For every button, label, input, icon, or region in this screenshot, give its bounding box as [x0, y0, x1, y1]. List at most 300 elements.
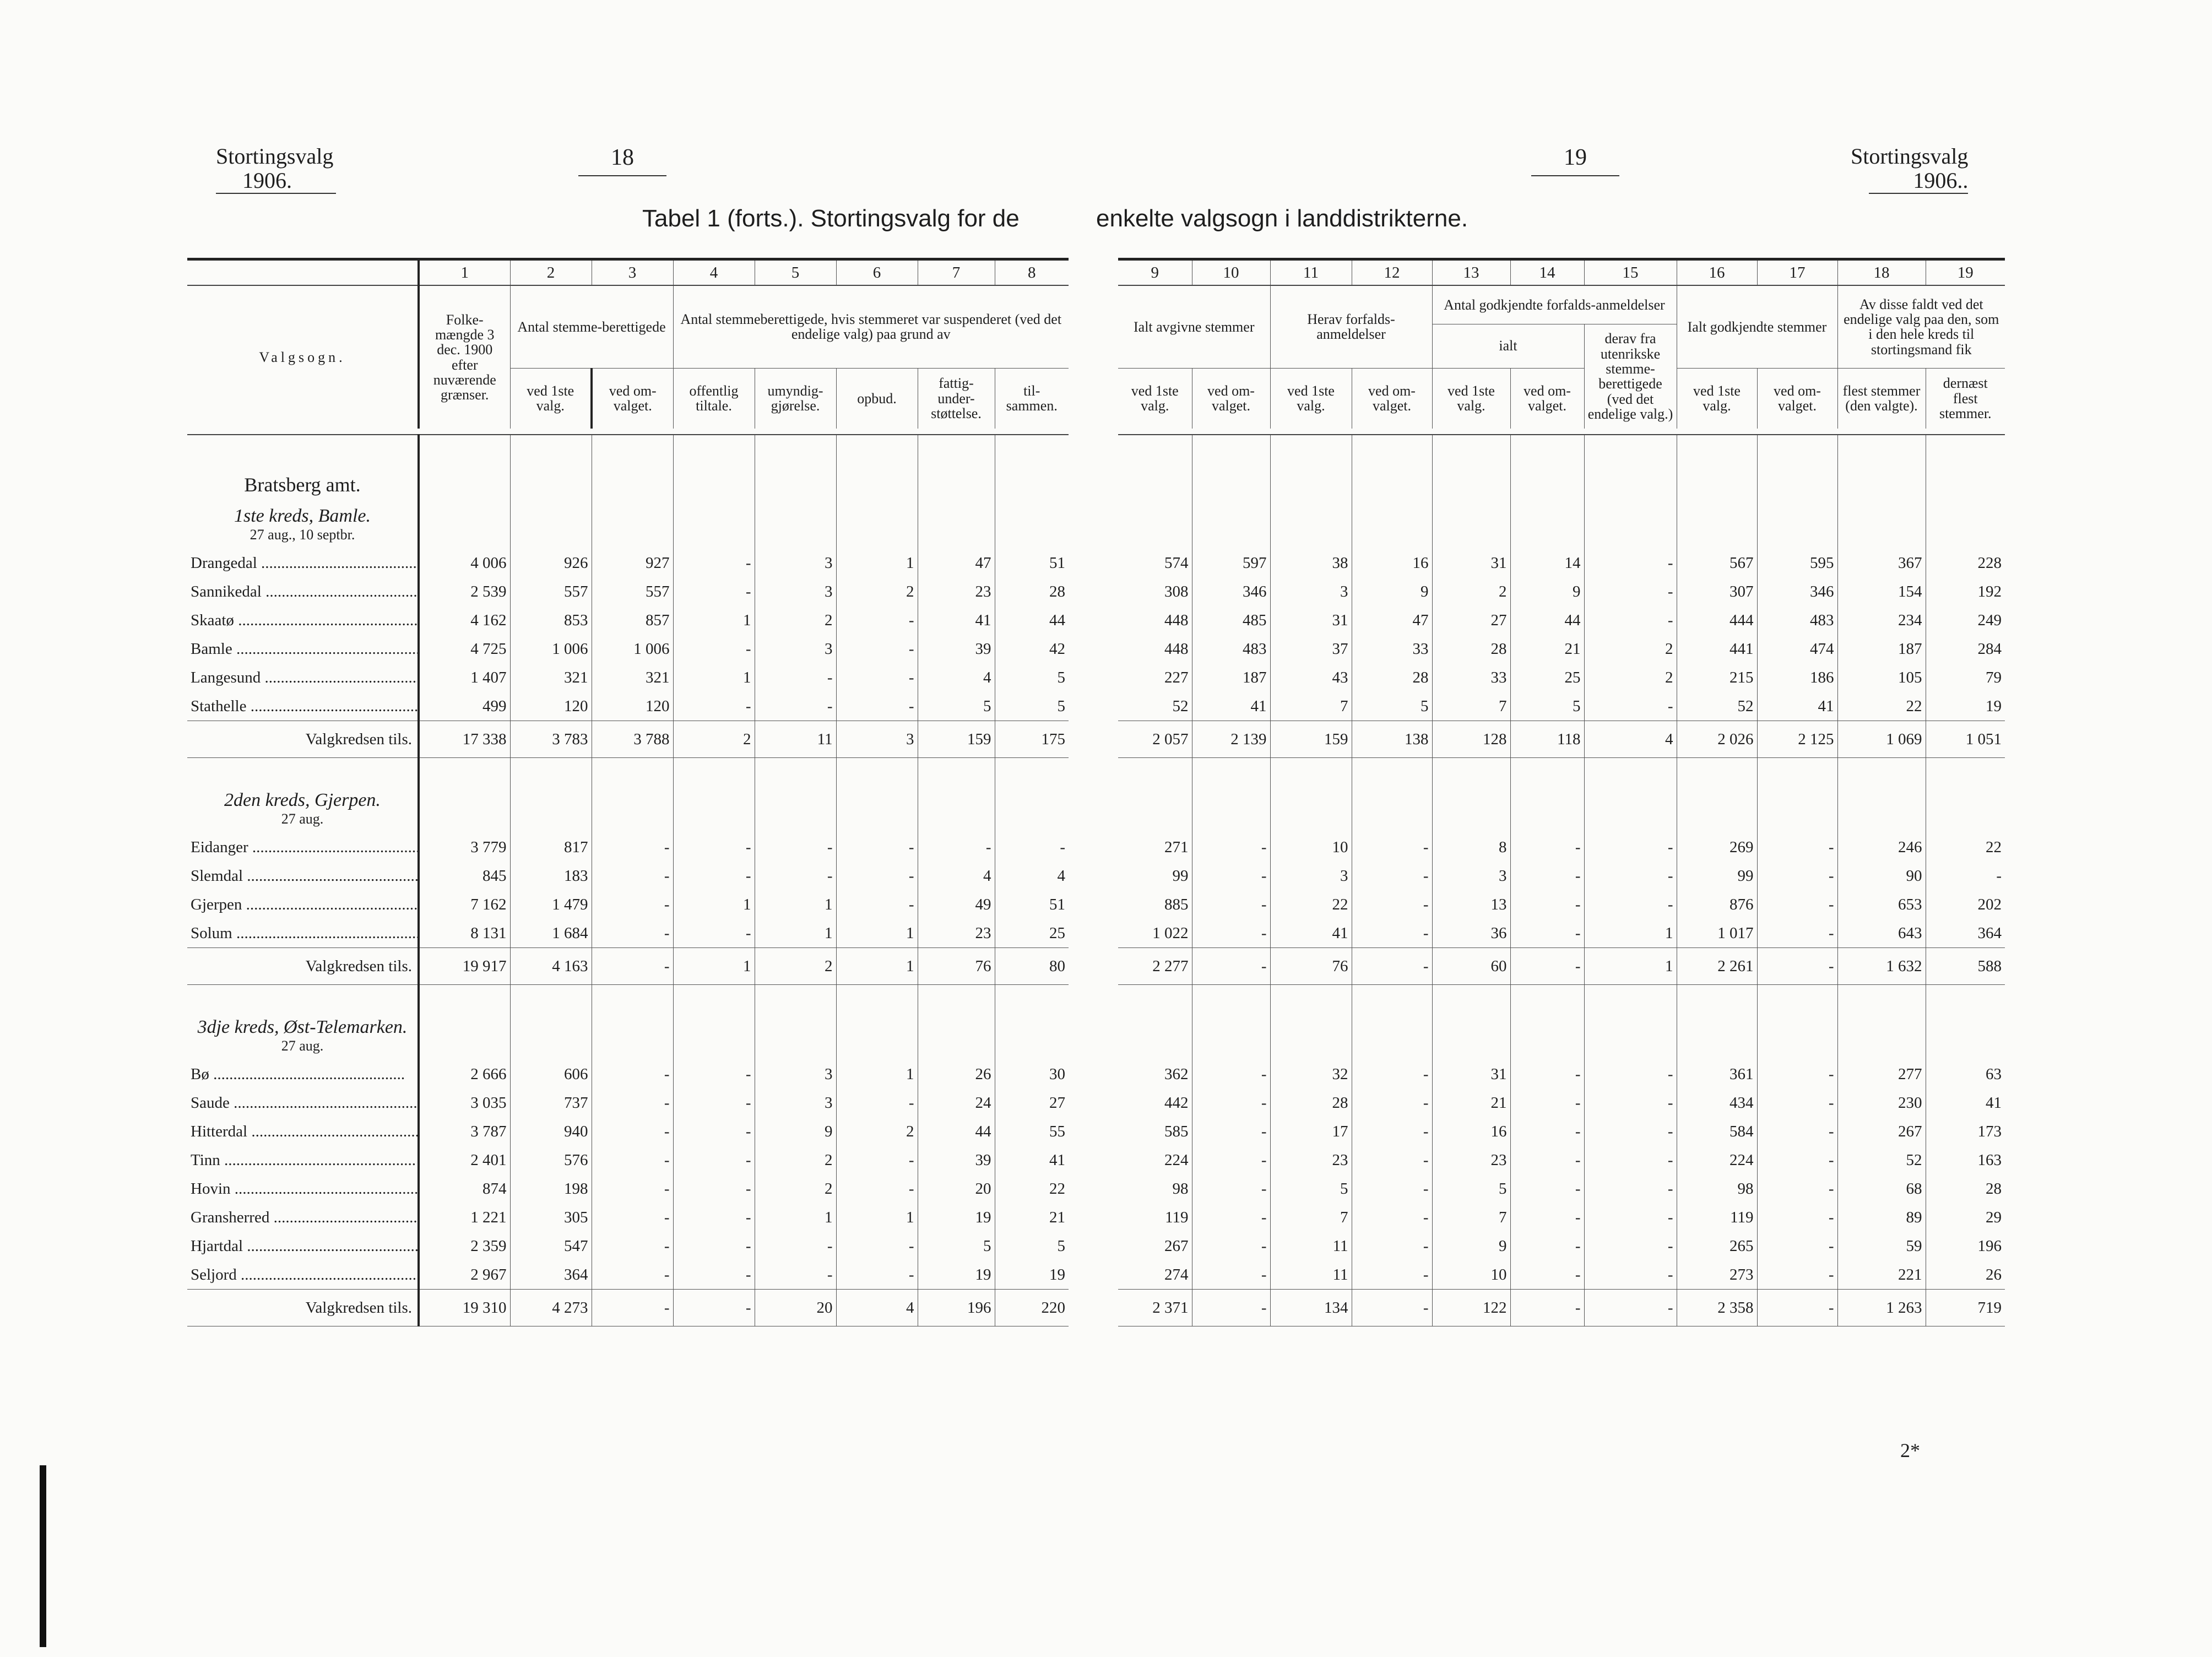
value-cell: 4 163: [510, 948, 592, 985]
value-cell: -: [1352, 1174, 1432, 1203]
empty-cell: [592, 1007, 673, 1038]
empty-cell: [1584, 758, 1677, 781]
value-cell: 128: [1432, 721, 1510, 758]
value-cell: 3: [836, 721, 918, 758]
value-cell: 186: [1757, 663, 1837, 692]
value-cell: 499: [419, 692, 510, 721]
empty-cell: [995, 985, 1069, 1008]
value-cell: -: [1510, 1260, 1584, 1290]
value-cell: 2 277: [1118, 948, 1192, 985]
value-cell: -: [1757, 1146, 1837, 1174]
value-cell: 4: [836, 1290, 918, 1326]
value-cell: 441: [1677, 635, 1757, 663]
value-cell: 192: [1926, 577, 2005, 606]
empty-cell: [419, 758, 510, 781]
empty-cell: [1926, 496, 2005, 527]
value-cell: 30: [995, 1060, 1069, 1089]
empty-cell: [995, 527, 1069, 549]
empty-cell: [918, 1007, 995, 1038]
empty-cell: [1757, 780, 1837, 811]
value-cell: 4 273: [510, 1290, 592, 1326]
empty-cell: [1677, 496, 1757, 527]
value-cell: -: [1192, 1174, 1270, 1203]
value-cell: 31: [1432, 1060, 1510, 1089]
kreds-date: 27 aug., 10 septbr.: [250, 527, 355, 543]
empty-cell: [1837, 811, 1926, 833]
empty-cell: [1352, 985, 1432, 1008]
value-cell: 23: [918, 577, 995, 606]
value-cell: 448: [1164, 640, 1189, 658]
value-cell: -: [592, 1232, 673, 1260]
empty-cell: [592, 985, 673, 1008]
value-cell: 28: [1926, 1174, 2005, 1203]
amt-heading-row-right: [1118, 435, 2005, 496]
value-cell: 41: [1270, 919, 1352, 948]
value-cell: 17: [1270, 1117, 1352, 1146]
empty-cell: [1926, 527, 2005, 549]
valgsogn-name: Slemdal .....: [187, 862, 419, 890]
value-cell: -: [1192, 833, 1270, 862]
value-cell: 557: [510, 577, 592, 606]
value-cell: 595: [1757, 549, 1837, 577]
table-row-right: [1118, 577, 2005, 606]
value-cell: 1 006: [592, 635, 673, 663]
value-cell: 1: [1584, 919, 1677, 948]
empty-cell: [1270, 985, 1352, 1008]
col-num-empty: [187, 259, 419, 286]
value-cell: 44: [995, 606, 1069, 635]
value-cell: -: [1584, 1174, 1677, 1203]
value-cell: 3 783: [510, 721, 592, 758]
table-row-right: [1118, 890, 2005, 919]
empty-cell: [755, 780, 836, 811]
value-cell: 230: [1837, 1089, 1926, 1117]
value-cell: 19: [918, 1203, 995, 1232]
header-col6: opbud.: [836, 368, 918, 429]
value-cell: 22: [1926, 833, 2005, 862]
value-cell: -: [1584, 833, 1677, 862]
valgsogn-name: Bamle .....: [187, 635, 419, 663]
value-cell: 28: [1270, 1089, 1352, 1117]
empty-cell: [1510, 758, 1584, 781]
value-cell: 39: [918, 635, 995, 663]
value-cell: 853: [510, 606, 592, 635]
empty-cell: [1192, 1007, 1270, 1038]
value-cell: 224: [1677, 1146, 1757, 1174]
col-num: 12: [1352, 259, 1432, 286]
header-col2: ved 1ste valg.: [510, 368, 592, 429]
value-cell: -: [1757, 1117, 1837, 1146]
value-cell: 29: [1926, 1203, 2005, 1232]
value-cell: 567: [1677, 549, 1757, 577]
empty-cell: [1584, 496, 1677, 527]
empty-cell: [673, 1007, 755, 1038]
table-row-right: [1118, 1203, 2005, 1232]
value-cell: 19: [1926, 692, 2005, 721]
value-cell: -: [1584, 1260, 1677, 1290]
value-cell: 122: [1432, 1290, 1510, 1326]
value-cell: 3: [1270, 862, 1352, 890]
value-cell: 183: [510, 862, 592, 890]
header-group-avgivne: Ialt avgivne stemmer: [1134, 318, 1255, 335]
valgsogn-name: Skaatø .....: [187, 606, 419, 635]
value-cell: 321: [592, 663, 673, 692]
header-col14: ved om-valget.: [1510, 368, 1584, 429]
value-cell: 874: [419, 1174, 510, 1203]
value-cell: 442: [1164, 1093, 1189, 1112]
empty-cell: [755, 985, 836, 1008]
value-cell: 265: [1677, 1232, 1757, 1260]
running-head-right-line1: Stortingsvalg: [1851, 144, 1969, 169]
value-cell: -: [673, 549, 755, 577]
value-cell: 7: [1270, 692, 1352, 721]
empty-cell: [1757, 496, 1837, 527]
page-number-right: [1531, 144, 1619, 176]
empty-cell: [1352, 758, 1432, 781]
value-cell: 19 310: [419, 1290, 510, 1326]
value-cell: 60: [1432, 948, 1510, 985]
kreds-heading: 3dje kreds, Øst-Telemarken.: [197, 1016, 408, 1037]
header-col17: ved om-valget.: [1757, 368, 1837, 429]
statistics-table-right: [1118, 258, 2005, 1326]
value-cell: 2 358: [1677, 1290, 1757, 1326]
value-cell: -: [1926, 862, 2005, 890]
value-cell: -: [1352, 1117, 1432, 1146]
header-col7: fattig-under-støttelse.: [918, 368, 995, 429]
value-cell: -: [1757, 833, 1837, 862]
empty-cell: [1677, 435, 1757, 496]
value-cell: 44: [1510, 606, 1584, 635]
valgsogn-name: Drangedal .....: [187, 549, 419, 577]
empty-cell: [1432, 435, 1510, 496]
value-cell: 90: [1837, 862, 1926, 890]
header-col10: ved om-valget.: [1192, 368, 1270, 429]
value-cell: 307: [1677, 577, 1757, 606]
value-cell: 653: [1837, 890, 1926, 919]
spacer: [187, 758, 419, 781]
value-cell: 19 917: [419, 948, 510, 985]
value-cell: -: [1352, 1089, 1432, 1117]
value-cell: -: [1352, 862, 1432, 890]
value-cell: 584: [1677, 1117, 1757, 1146]
empty-cell: [1192, 1038, 1270, 1060]
value-cell: 44: [918, 1117, 995, 1146]
value-cell: 8 131: [419, 919, 510, 948]
header-col8: til-sammen.: [995, 368, 1069, 429]
value-cell: 9: [1510, 577, 1584, 606]
value-cell: -: [592, 862, 673, 890]
valgsogn-name: Tinn .....: [187, 1146, 419, 1174]
value-cell: 227: [1164, 668, 1189, 686]
empty-cell: [419, 435, 510, 496]
kreds-date-row-right: [1118, 527, 2005, 549]
value-cell: 7 162: [419, 890, 510, 919]
table-row: [187, 890, 1069, 919]
value-cell: -: [1757, 1260, 1837, 1290]
col-num: 7: [918, 259, 995, 286]
empty-cell: [755, 496, 836, 527]
empty-cell: [1757, 758, 1837, 781]
empty-cell: [1118, 985, 1192, 1008]
header-group-suspenderet: Antal stemmeberettigede, hvis stemmeret var suspenderet (ved det endelige valg) paa grund av: [673, 285, 1069, 368]
value-cell: 3 035: [419, 1089, 510, 1117]
table-row: [187, 1089, 1069, 1117]
value-cell: 1 017: [1677, 919, 1757, 948]
value-cell: 24: [918, 1089, 995, 1117]
value-cell: 51: [995, 890, 1069, 919]
value-cell: 7: [1270, 1203, 1352, 1232]
empty-cell: [1432, 811, 1510, 833]
col-num: 6: [836, 259, 918, 286]
value-cell: -: [673, 1260, 755, 1290]
value-cell: 1 051: [1926, 721, 2005, 758]
empty-cell: [419, 985, 510, 1008]
value-cell: 606: [510, 1060, 592, 1089]
value-cell: -: [1584, 1290, 1677, 1326]
empty-cell: [673, 811, 755, 833]
kreds-date: 27 aug.: [281, 811, 324, 827]
value-cell: 364: [1926, 919, 2005, 948]
header-col12: ved om-valget.: [1352, 368, 1432, 429]
value-cell: -: [1192, 1260, 1270, 1290]
empty-cell: [995, 496, 1069, 527]
empty-cell: [673, 1038, 755, 1060]
table-row-right: [1118, 606, 2005, 635]
empty-cell: [510, 435, 592, 496]
value-cell: 11: [755, 721, 836, 758]
total-row: [187, 1290, 1069, 1326]
empty-cell: [918, 1038, 995, 1060]
empty-cell: [918, 527, 995, 549]
value-cell: -: [1510, 1290, 1584, 1326]
value-cell: -: [1757, 862, 1837, 890]
empty-cell: [1510, 496, 1584, 527]
value-cell: 7: [1432, 692, 1510, 721]
value-cell: 2 359: [419, 1232, 510, 1260]
value-cell: 2 057: [1118, 721, 1192, 758]
value-cell: 98: [1172, 1179, 1189, 1198]
value-cell: -: [1192, 1203, 1270, 1232]
value-cell: -: [592, 1203, 673, 1232]
kreds-date-row-right: [1118, 811, 2005, 833]
value-cell: 876: [1677, 890, 1757, 919]
value-cell: 27: [995, 1089, 1069, 1117]
valgsogn-name: Stathelle .....: [187, 692, 419, 721]
value-cell: 308: [1164, 582, 1189, 600]
table-row-right: [1118, 1117, 2005, 1146]
col-num: 3: [592, 259, 673, 286]
value-cell: 3: [1270, 577, 1352, 606]
table-title-right: enkelte valgsogn i landdistrikterne.: [1096, 205, 1468, 232]
running-head-left: [216, 144, 336, 194]
value-cell: -: [592, 1146, 673, 1174]
empty-cell: [995, 811, 1069, 833]
value-cell: 173: [1926, 1117, 2005, 1146]
table-row-right: [1118, 862, 2005, 890]
empty-cell: [1837, 496, 1926, 527]
value-cell: 719: [1926, 1290, 2005, 1326]
table-row: [187, 549, 1069, 577]
empty-cell: [1352, 1038, 1432, 1060]
total-label: Valgkredsen tils.: [187, 948, 419, 985]
col-num: 8: [995, 259, 1069, 286]
empty-cell: [1757, 985, 1837, 1008]
empty-cell: [1118, 1007, 1192, 1038]
empty-cell: [592, 527, 673, 549]
table-row-right: [1118, 833, 2005, 862]
value-cell: 1: [836, 549, 918, 577]
empty-cell: [1192, 811, 1270, 833]
empty-cell: [510, 811, 592, 833]
empty-cell: [918, 435, 995, 496]
empty-cell: [1677, 1007, 1757, 1038]
value-cell: -: [1757, 1290, 1837, 1326]
header-group-godkjendte-forfald: Antal godkjendte forfalds-anmeldelser: [1432, 285, 1677, 324]
value-cell: -: [1757, 890, 1837, 919]
value-cell: 47: [918, 549, 995, 577]
value-cell: 885: [1164, 895, 1189, 913]
value-cell: 68: [1837, 1174, 1926, 1203]
value-cell: 305: [510, 1203, 592, 1232]
empty-cell: [1926, 1038, 2005, 1060]
value-cell: 284: [1926, 635, 2005, 663]
value-cell: -: [673, 862, 755, 890]
value-cell: -: [1510, 1117, 1584, 1146]
col-num: 14: [1510, 259, 1584, 286]
header-col4: offentlig tiltale.: [673, 368, 755, 429]
running-head-left-line2: 1906.: [216, 169, 336, 194]
page-number-right-text: 19: [1564, 145, 1587, 170]
empty-cell: [995, 1007, 1069, 1038]
spacer-row: [187, 985, 1069, 1008]
table-row-right: [1118, 1089, 2005, 1117]
value-cell: 21: [995, 1203, 1069, 1232]
table-row: [187, 692, 1069, 721]
value-cell: 346: [1757, 577, 1837, 606]
spacer: [187, 985, 419, 1008]
empty-cell: [755, 435, 836, 496]
table-row-right: [1118, 663, 2005, 692]
empty-cell: [1510, 985, 1584, 1008]
col-num: 16: [1677, 259, 1757, 286]
value-cell: 159: [1270, 721, 1352, 758]
table-row: [187, 1060, 1069, 1089]
table-row-right: [1118, 1146, 2005, 1174]
empty-cell: [1837, 985, 1926, 1008]
empty-cell: [1118, 758, 1192, 781]
value-cell: 346: [1192, 577, 1270, 606]
empty-cell: [592, 496, 673, 527]
value-cell: 196: [918, 1290, 995, 1326]
value-cell: -: [836, 1260, 918, 1290]
header-group-forfald: Herav forfalds-anmeldelser: [1270, 285, 1432, 368]
table-right-page: [1118, 258, 2005, 1541]
empty-cell: [1926, 811, 2005, 833]
value-cell: 20: [755, 1290, 836, 1326]
value-cell: 26: [1926, 1260, 2005, 1290]
value-cell: 5: [995, 692, 1069, 721]
empty-cell: [995, 780, 1069, 811]
header-col15: derav fra utenrikske stemme-berettigede (ved det endelige valg.): [1584, 324, 1677, 429]
value-cell: 1 263: [1837, 1290, 1926, 1326]
value-cell: -: [673, 1117, 755, 1146]
value-cell: 119: [1677, 1203, 1757, 1232]
value-cell: 1: [836, 1203, 918, 1232]
value-cell: 2: [755, 948, 836, 985]
value-cell: 4 006: [419, 549, 510, 577]
value-cell: 2: [836, 577, 918, 606]
table-row-right: [1118, 635, 2005, 663]
value-cell: 1: [673, 663, 755, 692]
value-cell: 28: [1432, 635, 1510, 663]
value-cell: 198: [510, 1174, 592, 1203]
page-number-left-text: 18: [611, 145, 634, 170]
empty-cell: [1677, 527, 1757, 549]
value-cell: 22: [995, 1174, 1069, 1203]
header-col19: dernæst flest stemmer.: [1926, 368, 2005, 429]
value-cell: 1 632: [1837, 948, 1926, 985]
value-cell: 483: [1757, 606, 1837, 635]
kreds-heading-row-right: [1118, 496, 2005, 527]
value-cell: 28: [995, 577, 1069, 606]
value-cell: 1: [673, 890, 755, 919]
value-cell: 1: [755, 919, 836, 948]
value-cell: -: [1584, 549, 1677, 577]
empty-cell: [1118, 1038, 1192, 1060]
value-cell: -: [755, 1260, 836, 1290]
empty-cell: [419, 496, 510, 527]
col-num: 18: [1837, 259, 1926, 286]
value-cell: -: [1192, 919, 1270, 948]
value-cell: 364: [510, 1260, 592, 1290]
value-cell: -: [1510, 1232, 1584, 1260]
value-cell: -: [836, 663, 918, 692]
value-cell: -: [1510, 833, 1584, 862]
empty-cell: [419, 527, 510, 549]
value-cell: 2: [755, 1146, 836, 1174]
value-cell: 47: [1352, 606, 1432, 635]
value-cell: 41: [995, 1146, 1069, 1174]
empty-cell: [1432, 780, 1510, 811]
col-num: 5: [755, 259, 836, 286]
table-row-right: [1118, 1232, 2005, 1260]
header-valgsogn: Valgsogn.: [259, 349, 346, 365]
valgsogn-name: Gjerpen .....: [187, 890, 419, 919]
value-cell: 1: [673, 606, 755, 635]
value-cell: -: [1192, 862, 1270, 890]
empty-cell: [592, 435, 673, 496]
empty-cell: [510, 496, 592, 527]
empty-cell: [1118, 780, 1192, 811]
empty-cell: [1192, 985, 1270, 1008]
kreds-heading-row: [187, 1007, 1069, 1038]
header-col11: ved 1ste valg.: [1270, 368, 1352, 429]
empty-cell: [836, 496, 918, 527]
empty-cell: [1584, 985, 1677, 1008]
table-row-right: [1118, 549, 2005, 577]
table-row-right: [1118, 1060, 2005, 1089]
value-cell: 474: [1757, 635, 1837, 663]
value-cell: 5: [1510, 692, 1584, 721]
total-label: Valgkredsen tils.: [187, 721, 419, 758]
value-cell: 249: [1926, 606, 2005, 635]
value-cell: 23: [1270, 1146, 1352, 1174]
value-cell: 119: [1165, 1208, 1189, 1226]
value-cell: -: [1510, 948, 1584, 985]
amt-heading: Bratsberg amt.: [244, 473, 361, 496]
value-cell: 33: [1352, 635, 1432, 663]
header-col18: flest stemmer (den valgte).: [1837, 368, 1926, 429]
